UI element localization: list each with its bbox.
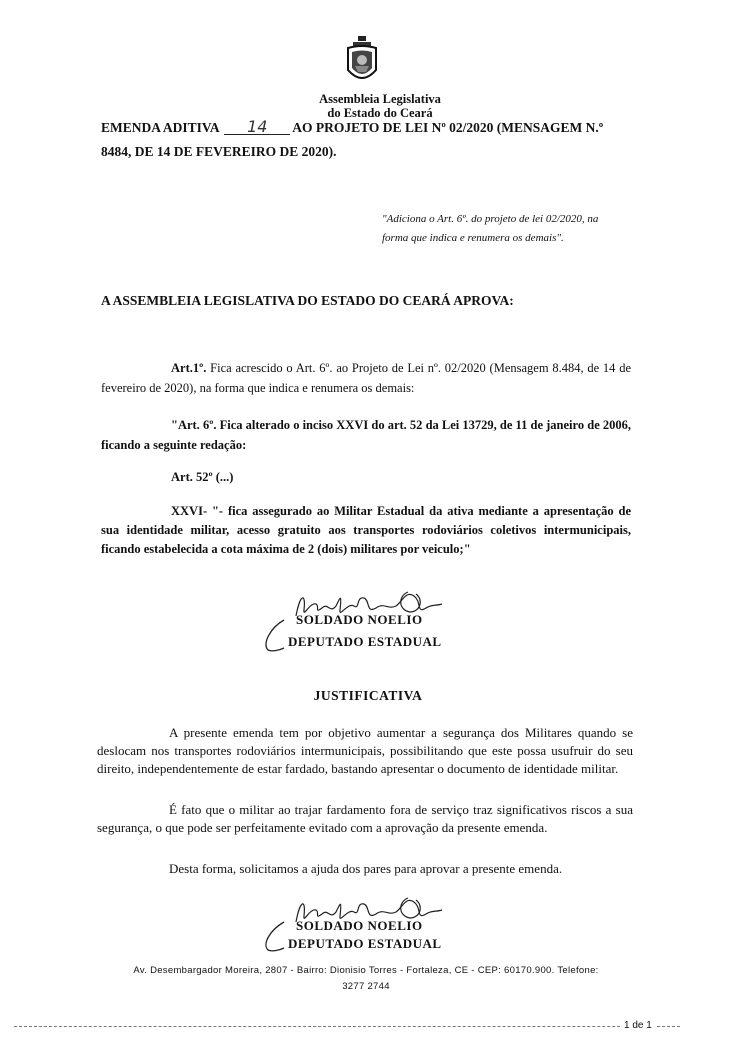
- justification-title: JUSTIFICATIVA: [313, 688, 423, 703]
- article-6: [101, 415, 631, 455]
- justification-p1-text: A presente emenda tem por objetivo aumentar a segurança dos Militares quando se deslocam nos transportes rodoviários intermunicipais, possibilitando que este possa usufruir do seu direito, independentemente de estar fardado, bastando apresentar o documento de identidade militar.: [97, 725, 633, 776]
- article-1-label: Art.1º.: [171, 361, 207, 375]
- page-number: 1 de 1: [620, 1020, 656, 1031]
- page-bottom-rule: [14, 1026, 680, 1027]
- amendment-suffix: AO PROJETO DE LEI Nº 02/2020 (MENSAGEM N.º: [292, 120, 604, 135]
- ementa-line1: "Adiciona o Art. 6º. do projeto de lei 02/2020, na: [382, 213, 599, 225]
- signatory-role-2: DEPUTADO ESTADUAL: [288, 936, 442, 951]
- signature-flourish-1: [262, 618, 286, 654]
- institution-name-line2: do Estado do Ceará: [327, 106, 433, 120]
- signatory-name-2: SOLDADO NOELIO: [296, 918, 423, 933]
- footer-address-line2: 3277 2744: [342, 981, 390, 992]
- inciso-xxvi: [101, 502, 631, 559]
- article-1-text: Fica acrescido o Art. 6º. ao Projeto de Lei nº. 02/2020 (Mensagem 8.484, de 14 de fevereiro de 2020), na forma que indica e renumera os demais:: [101, 361, 631, 395]
- justification-paragraph-1: [97, 724, 633, 778]
- footer-address-line1: Av. Desembargador Moreira, 2807 - Bairro: Dionisio Torres - Fortaleza, CE - CEP: 60170.900. Telefone:: [133, 965, 599, 976]
- justification-paragraph-3: [97, 860, 633, 878]
- justification-p2-text: É fato que o militar ao trajar fardamento fora de serviço traz significativos riscos a sua segurança, o que pode ser perfeitamente evitado com a aprovação da presente emenda.: [97, 802, 633, 835]
- amendment-number-handwritten: 14: [224, 120, 290, 135]
- article-1: [101, 358, 631, 398]
- signatory-name: SOLDADO NOELIO: [296, 612, 423, 627]
- article-6-text: "Art. 6º. Fica alterado o inciso XXVI do art. 52 da Lei 13729, de 11 de janeiro de 2006, ficando a seguinte redação:: [101, 418, 631, 452]
- signature-flourish-2: [262, 920, 286, 954]
- article-52-text: Art. 52º (...): [171, 470, 234, 484]
- coat-of-arms-seal: [344, 36, 380, 86]
- amendment-title-line2: 8484, DE 14 DE FEVEREIRO DE 2020).: [101, 144, 337, 159]
- approval-statement: A ASSEMBLEIA LEGISLATIVA DO ESTADO DO CEARÁ APROVA:: [101, 293, 514, 308]
- justification-p3-text: Desta forma, solicitamos a ajuda dos pares para aprovar a presente emenda.: [169, 861, 563, 876]
- inciso-xxvi-text: XXVI- "- fica assegurado ao Militar Estadual da ativa mediante a apresentação de sua identidade militar, acesso gratuito aos transportes rodoviários coletivos intermunicipais, ficando estabelecida a cota máxima de 2 (dois) militares por veiculo;": [101, 504, 631, 556]
- ementa-line2: forma que indica e renumera os demais".: [382, 232, 564, 244]
- signatory-role: DEPUTADO ESTADUAL: [288, 634, 442, 649]
- article-52: [101, 467, 631, 487]
- institution-name-line1: Assembleia Legislativa: [319, 92, 441, 106]
- footer-address: [96, 963, 636, 995]
- amendment-prefix: EMENDA ADITIVA: [101, 120, 219, 135]
- amendment-title: [101, 117, 641, 136]
- justification-paragraph-2: [97, 801, 633, 837]
